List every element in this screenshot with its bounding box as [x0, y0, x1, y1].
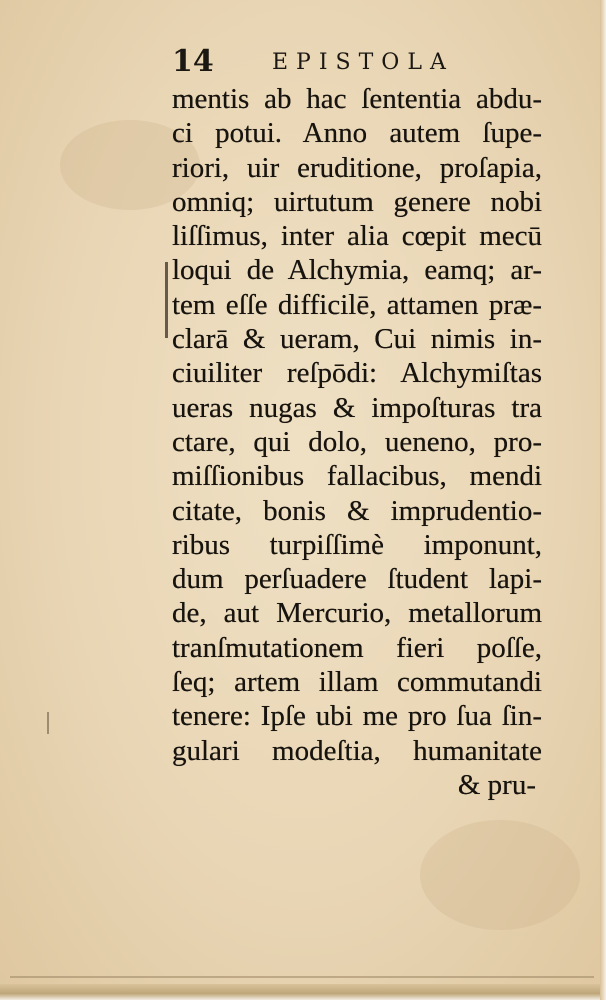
text-line: & pru-	[457, 768, 536, 801]
text-line: riori, uir eruditione, proſapia,	[172, 151, 542, 184]
text-line: gulari modeſtia, humanitate	[172, 734, 542, 767]
text-line: clarā & ueram, Cui nimis in-	[172, 323, 542, 356]
text-line: ci potui. Anno autem ſupe-	[172, 117, 542, 150]
body-text	[172, 82, 542, 802]
text-line: dum perſuadere ſtudent lapi-	[172, 563, 542, 596]
paper-stain	[420, 820, 580, 930]
text-line: ſeq; artem illam commutandi	[172, 666, 542, 699]
page-number: 14	[172, 44, 214, 79]
page-bottom-edge	[10, 976, 594, 978]
text-line: ciuiliter reſpōdi: Alchymiſtas	[172, 357, 542, 390]
margin-mark	[165, 262, 168, 338]
text-line: de, aut Mercurio, metallorum	[172, 597, 542, 630]
text-line: omniq; uirtutum genere nobi	[172, 185, 542, 218]
running-head	[172, 44, 552, 78]
text-line: tem eſſe difficilē, attamen præ-	[172, 288, 542, 321]
page-edge	[0, 984, 606, 1000]
text-line: ctare, qui dolo, ueneno, pro-	[172, 425, 542, 458]
running-title: EPISTOLA	[272, 50, 454, 75]
text-line: tranſmutationem fieri poſſe,	[172, 631, 542, 664]
text-line: loqui de Alchymia, eamq; ar-	[172, 254, 542, 287]
text-line: ribus turpiſſimè imponunt,	[172, 528, 542, 561]
text-line: mentis ab hac ſententia abdu-	[172, 83, 542, 115]
text-line: tenere: Ipſe ubi me pro ſua ſin-	[172, 700, 542, 733]
text-line: miſſionibus fallacibus, mendi	[172, 460, 542, 493]
page-edge	[600, 0, 606, 1000]
text-line: ueras nugas & impoſturas tra	[172, 391, 542, 424]
margin-mark	[47, 712, 49, 734]
text-line: citate, bonis & imprudentio-	[172, 494, 542, 527]
text-line: liſſimus, inter alia cœpit mecū	[172, 220, 542, 253]
